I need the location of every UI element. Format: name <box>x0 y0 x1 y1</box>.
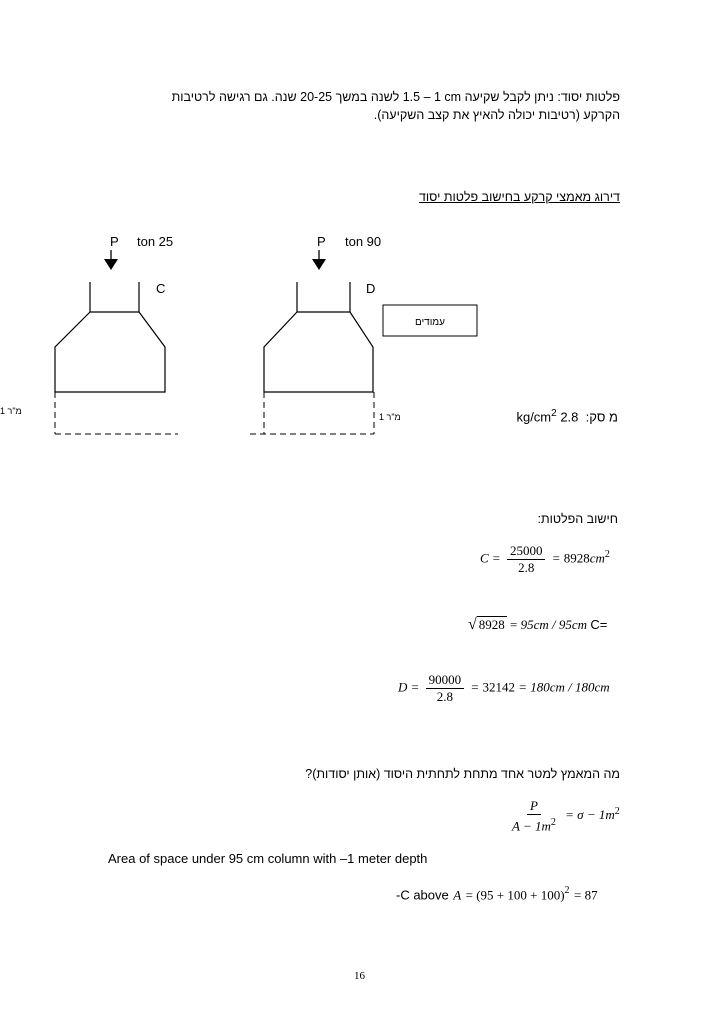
question-text: מה המאמץ למטר אחד מתחת לתחתית היסוד (אותן יסודות)? <box>305 767 620 781</box>
eq-stress-rhs: σ − 1m <box>577 807 615 823</box>
intro-paragraph <box>100 88 620 124</box>
eq-area-result: 87 <box>584 887 598 903</box>
eq-d-result2: 180cm / 180cm <box>530 679 610 695</box>
columns-callout <box>383 305 477 336</box>
equation-sqrt: √ 8928 = 95cm / 95cm C= <box>468 616 608 633</box>
eq-area-exp: 2 <box>564 885 570 896</box>
load-value-left: ton 25 <box>137 234 174 249</box>
eq-sqrt-suffix: C= <box>590 617 608 632</box>
eq-sqrt-result: 95cm / 95cm <box>520 617 588 632</box>
eq-stress-denominator-wrap <box>509 815 559 834</box>
load-letter-left: P <box>110 234 119 249</box>
eq-c-result: 8928 <box>563 550 590 566</box>
column-label-c: C <box>156 281 166 296</box>
column-label-d: D <box>366 281 376 296</box>
eq-stress-den-exp: 2 <box>550 817 556 828</box>
equation-d: D = $\frac{90000}{2.8}$ = 32142 = 180cm / 180cm <box>398 672 610 704</box>
footing-c-dashed-zone <box>55 392 178 434</box>
eq-c-numerator: 25000 <box>507 543 546 560</box>
section-heading-text: דירוג מאמצי קרקע בחישוב פלטות יסוד <box>419 190 620 204</box>
equation-stress: $\frac{P}{A - 1m^2}$ = $\sigma - 1m^2$ <box>506 798 620 834</box>
load-arrow-left-icon <box>104 250 118 270</box>
ground-label-left: 1 מ"ר <box>0 406 22 416</box>
footing-d-outline <box>264 281 376 392</box>
eq-sqrt-radicand: 8928 <box>478 617 505 632</box>
eq-d-result: 32142 <box>482 679 515 695</box>
soil-stress-unit-exp: 2 <box>551 408 557 419</box>
calc-heading: חישוב הפלטות: <box>537 512 618 526</box>
eq-c-denominator: 2.8 <box>518 560 535 575</box>
eq-stress-rhs-exp: 2 <box>614 805 620 817</box>
eq-c-unit: cm <box>589 550 605 566</box>
radical-icon: √ <box>468 616 477 633</box>
eq-area-lhs: A <box>453 887 462 903</box>
soil-stress-line <box>400 408 618 424</box>
equation-area: -C above $A = (95 + 100 + 100)^2 = 87$ <box>396 885 598 903</box>
eq-c-lhs: C <box>480 550 489 566</box>
eq-d-fraction <box>426 672 465 705</box>
ground-label-right: 1 מ"ר <box>379 412 401 422</box>
eq-c-exp: 2 <box>604 549 610 561</box>
footing-d-dashed-zone <box>250 392 374 434</box>
load-arrow-right-icon <box>312 250 326 270</box>
eq-area-prefix: -C above <box>396 887 449 903</box>
intro-line-2: הקרקע (רטיבות יכולה להאיץ את קצב השקיעה). <box>373 108 620 122</box>
eq-stress-numerator: P <box>527 798 541 815</box>
eq-stress-fraction <box>509 798 559 834</box>
eq-d-denominator: 2.8 <box>436 689 454 704</box>
soil-stress-unit: kg/cm <box>516 409 552 425</box>
footing-d <box>250 234 401 434</box>
area-sentence: Area of space under 95 cm column with –1 meter depth <box>108 851 428 866</box>
soil-stress-value: 2.8 <box>560 409 579 425</box>
eq-area-expr: (95 + 100 + 100) <box>476 887 565 903</box>
eq-d-numerator: 90000 <box>426 672 465 689</box>
intro-line-1: פלטות יסוד: ניתן לקבל שקיעה ‎1.5 – 1 cm‎ לשנה במשך ‎20-25‎ שנה. גם רגישה לרטיבות <box>171 90 620 104</box>
page-number: 16 <box>354 970 365 982</box>
footing-c <box>0 234 178 434</box>
load-value-right: ton 90 <box>345 234 382 249</box>
soil-stress-label: מ סק: <box>585 409 618 425</box>
equation-c: C = $\frac{25000}{2.8}$ = $8928cm^2$ <box>480 543 610 575</box>
columns-callout-label: עמודים <box>414 317 446 328</box>
footing-c-outline <box>55 282 165 392</box>
eq-stress-denominator: A − 1m <box>512 818 551 834</box>
eq-c-fraction <box>507 543 546 576</box>
section-heading <box>300 188 620 206</box>
eq-d-lhs: D <box>398 679 408 695</box>
load-letter-right: P <box>317 234 326 249</box>
